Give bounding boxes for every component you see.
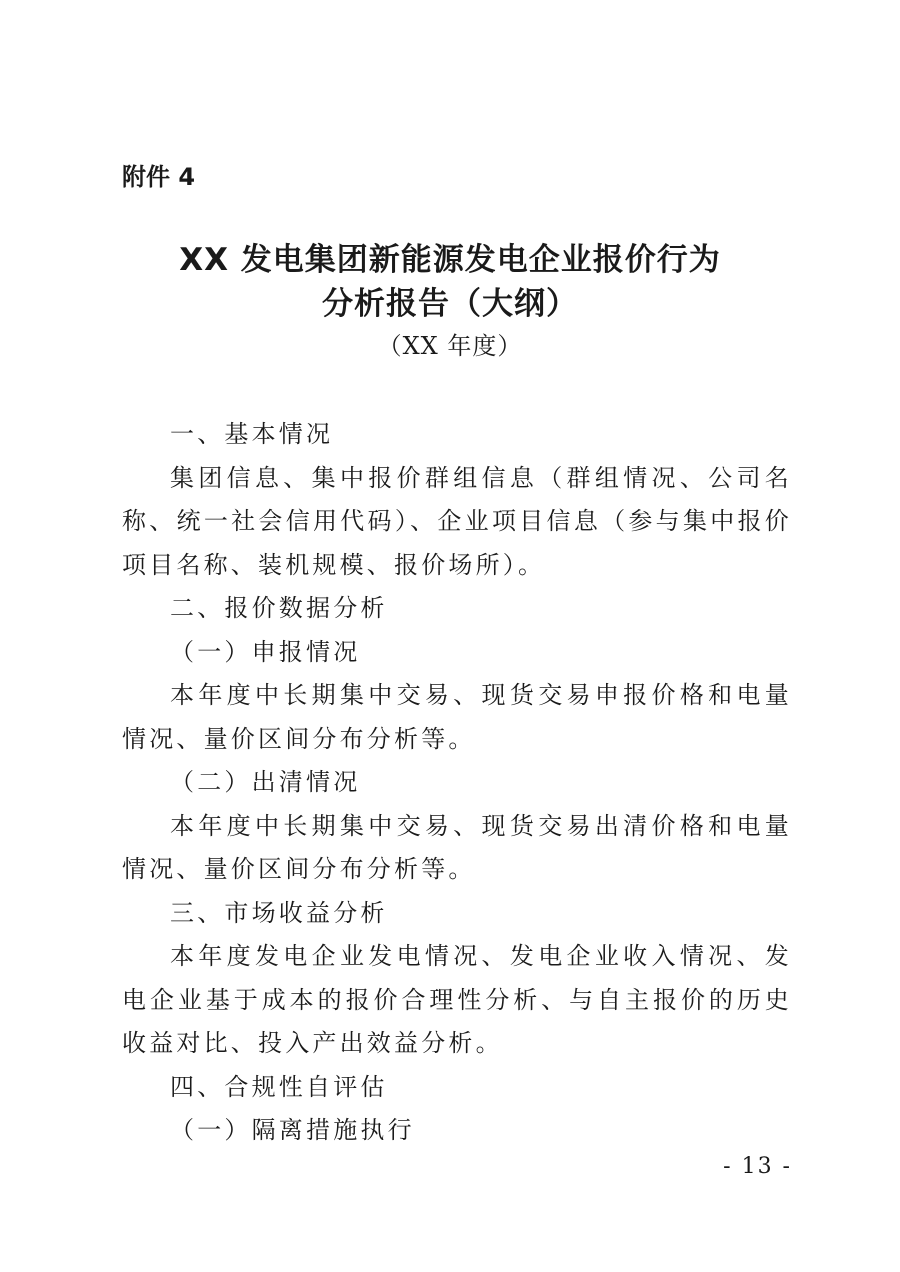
subheading-isolation-measures: （一）隔离措施执行 (170, 1116, 415, 1144)
attachment-label: 附件 4 (122, 163, 196, 191)
paragraph-market-revenue: 本年度发电企业发电情况、发电企业收入情况、发电企业基于成本的报价合理性分析、与自主报价的历史收益对比、投入产出效益分析。 (122, 942, 792, 1057)
heading-basic-info: 一、基本情况 (170, 420, 334, 448)
page-number: - 13 - (723, 1154, 792, 1179)
heading-quote-data-analysis: 二、报价数据分析 (170, 594, 388, 622)
paragraph-clearing: 本年度中长期集中交易、现货交易出清价格和电量情况、量价区间分布分析等。 (122, 811, 792, 883)
document-body (122, 413, 792, 1153)
subheading-declaration: （一）申报情况 (170, 637, 361, 666)
paragraph-basic-info: 集团信息、集中报价群组信息（群组情况、公司名称、统一社会信用代码）、企业项目信息（参与集中报价项目名称、装机规模、报价场所）。 (122, 463, 792, 579)
document-title-line-2: 分析报告（大纲） (322, 286, 578, 322)
heading-market-revenue: 三、市场收益分析 (170, 898, 388, 927)
subheading-clearing: （二）出清情况 (170, 768, 361, 796)
document-subtitle: （XX 年度） (377, 332, 523, 360)
paragraph-declaration: 本年度中长期集中交易、现货交易申报价格和电量情况、量价区间分布分析等。 (122, 681, 792, 753)
document-title-line-1: XX 发电集团新能源发电企业报价行为 (179, 242, 721, 278)
heading-compliance-self-assessment: 四、合规性自评估 (170, 1072, 388, 1101)
